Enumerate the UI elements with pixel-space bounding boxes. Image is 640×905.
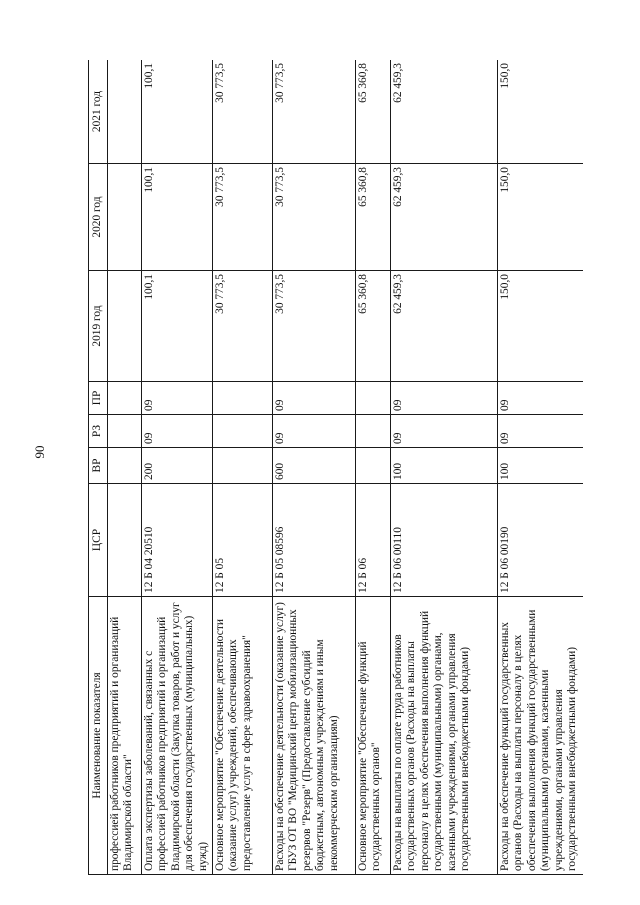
cell-csr: 12 Б 06 bbox=[356, 484, 391, 597]
cell-rz bbox=[356, 415, 391, 448]
cell-2019: 30 773,5 bbox=[213, 271, 273, 382]
cell-name: Оплата экспертизы заболеваний, связанных с профессией работников предприятий и организаций Владимирской области (Закупка товаров, работ и услуг для обеспечения государственных (муниципальных) нужд) bbox=[142, 597, 213, 875]
cell-name: Расходы на обеспечение деятельности (оказание услуг) ГБУЗ ОТ ВО "Медицинский центр мобилизационных резервов "Резерв" (Предоставление субсидий бюджетным, автономным учреждениям и иным некоммерческим организациям) bbox=[273, 597, 356, 875]
cell-2021: 150,0 bbox=[498, 60, 584, 164]
cell-2020: 62 459,3 bbox=[391, 164, 498, 271]
cell-2021: 65 360,8 bbox=[356, 60, 391, 164]
budget-table bbox=[88, 60, 583, 875]
cell-vr: 200 bbox=[142, 448, 213, 484]
header-2021: 2021 год bbox=[89, 60, 108, 164]
table-row bbox=[356, 60, 391, 875]
cell-rz: 09 bbox=[142, 415, 213, 448]
cell-2019: 100,1 bbox=[142, 271, 213, 382]
cell-2019: 150,0 bbox=[498, 271, 584, 382]
cell-csr bbox=[108, 484, 142, 597]
table-row bbox=[273, 60, 356, 875]
cell-rz: 09 bbox=[498, 415, 584, 448]
cell-name: Основное мероприятие "Обеспечение функций государственных органов" bbox=[356, 597, 391, 875]
table-row bbox=[213, 60, 273, 875]
cell-vr bbox=[108, 448, 142, 484]
cell-vr bbox=[213, 448, 273, 484]
cell-csr: 12 Б 06 00110 bbox=[391, 484, 498, 597]
cell-vr bbox=[356, 448, 391, 484]
cell-2020: 65 360,8 bbox=[356, 164, 391, 271]
document-page bbox=[88, 60, 583, 875]
header-2020: 2020 год bbox=[89, 164, 108, 271]
cell-pr bbox=[356, 382, 391, 415]
cell-name: Расходы на обеспечение функций государственных органов (Расходы на выплаты персоналу в целях обеспечения выполнения функций государственными (муниципальными) органами, казенными учреждениями, органами управления государственными внебюджетными фондами) bbox=[498, 597, 584, 875]
cell-csr: 12 Б 04 20510 bbox=[142, 484, 213, 597]
cell-2021: 100,1 bbox=[142, 60, 213, 164]
header-vr: ВР bbox=[89, 448, 108, 484]
table-row bbox=[142, 60, 213, 875]
cell-2020: 100,1 bbox=[142, 164, 213, 271]
cell-vr: 100 bbox=[498, 448, 584, 484]
table-header-row bbox=[89, 60, 108, 875]
cell-rz: 09 bbox=[391, 415, 498, 448]
cell-2020: 150,0 bbox=[498, 164, 584, 271]
cell-2020: 30 773,5 bbox=[273, 164, 356, 271]
cell-2020: 30 773,5 bbox=[213, 164, 273, 271]
page-number: 90 bbox=[32, 445, 47, 459]
cell-2019: 30 773,5 bbox=[273, 271, 356, 382]
cell-vr: 100 bbox=[391, 448, 498, 484]
rotated-table-container bbox=[88, 60, 583, 875]
header-name: Наименование показателя bbox=[89, 597, 108, 875]
cell-2019: 65 360,8 bbox=[356, 271, 391, 382]
table-row bbox=[391, 60, 498, 875]
header-rz: РЗ bbox=[89, 415, 108, 448]
cell-csr: 12 Б 06 00190 bbox=[498, 484, 584, 597]
cell-pr: 09 bbox=[498, 382, 584, 415]
cell-pr: 09 bbox=[142, 382, 213, 415]
table-row bbox=[498, 60, 584, 875]
header-csr: ЦСР bbox=[89, 484, 108, 597]
cell-csr: 12 Б 05 bbox=[213, 484, 273, 597]
cell-name: Расходы на выплаты по оплате труда работников государственных органов (Расходы на выплаты персоналу в целях обеспечения выполнения функций государственными (муниципальными) органами, казенными учреждениями, органами управления государственными внебюджетными фондами) bbox=[391, 597, 498, 875]
cell-name: Основное мероприятие "Обеспечение деятельности (оказание услуг) учреждений, обеспечивающих предоставление услуг в сфере здравоохранения" bbox=[213, 597, 273, 875]
cell-2020 bbox=[108, 164, 142, 271]
cell-name: профессией работников предприятий и организаций Владимирской области" bbox=[108, 597, 142, 875]
cell-2021 bbox=[108, 60, 142, 164]
cell-2019: 62 459,3 bbox=[391, 271, 498, 382]
cell-vr: 600 bbox=[273, 448, 356, 484]
cell-rz bbox=[213, 415, 273, 448]
header-pr: ПР bbox=[89, 382, 108, 415]
cell-csr: 12 Б 05 08596 bbox=[273, 484, 356, 597]
header-2019: 2019 год bbox=[89, 271, 108, 382]
table-row bbox=[108, 60, 142, 875]
cell-2021: 30 773,5 bbox=[213, 60, 273, 164]
cell-rz: 09 bbox=[273, 415, 356, 448]
cell-pr bbox=[108, 382, 142, 415]
cell-pr: 09 bbox=[391, 382, 498, 415]
cell-2019 bbox=[108, 271, 142, 382]
cell-2021: 62 459,3 bbox=[391, 60, 498, 164]
cell-2021: 30 773,5 bbox=[273, 60, 356, 164]
cell-pr bbox=[213, 382, 273, 415]
cell-rz bbox=[108, 415, 142, 448]
cell-pr: 09 bbox=[273, 382, 356, 415]
